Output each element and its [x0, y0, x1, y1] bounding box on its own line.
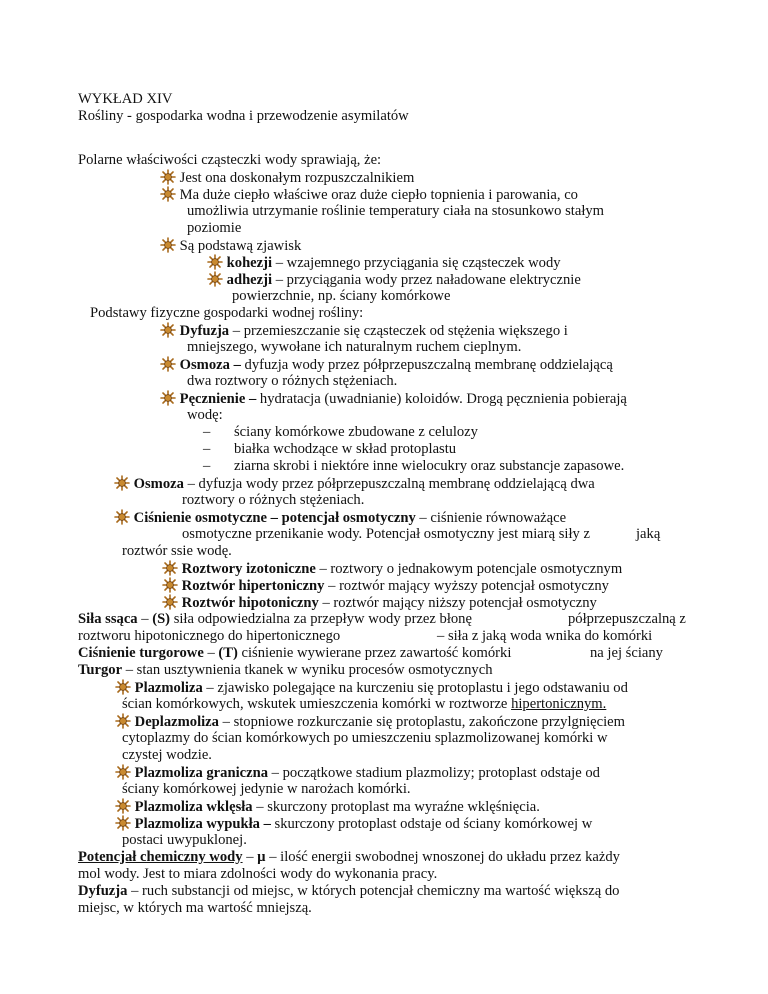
list-item: Roztwór hipertoniczny – roztwór mający wyższy potencjał osmotyczny — [162, 577, 609, 595]
list-item-continuation: dwa roztwory o różnych stężeniach. — [187, 373, 398, 389]
list-item: Osmoza – dyfuzja wody przez półprzepuszczalną membranę oddzielającą dwa — [114, 475, 595, 493]
paragraph-line: roztworu hipotonicznego do hipertonicznego — [78, 628, 341, 644]
list-item-continuation: postaci uwypuklonej. — [122, 832, 247, 848]
sun-bullet-icon — [162, 560, 178, 576]
list-item: Plazmoliza graniczna – początkowe stadium plazmolizy; protoplast odstaje od — [115, 764, 600, 782]
sun-bullet-icon — [114, 509, 130, 525]
document-subtitle: Rośliny - gospodarka wodna i przewodzenie asymilatów — [78, 108, 409, 124]
sun-bullet-icon — [160, 322, 176, 338]
list-item-continuation: cytoplazmy do ścian komórkowych po umieszczeniu splazmolizowanej komórki w — [122, 730, 608, 746]
list-item: adhezji – przyciągania wody przez naładowane elektrycznie — [207, 271, 581, 289]
sun-bullet-icon — [162, 577, 178, 593]
sun-bullet-icon — [115, 764, 131, 780]
list-item: Roztwory izotoniczne – roztwory o jednakowym potencjale osmotycznym — [162, 560, 622, 578]
paragraph-line: Ciśnienie turgorowe – (T) ciśnienie wywierane przez zawartość komórki — [78, 645, 512, 661]
sun-bullet-icon — [115, 679, 131, 695]
sun-bullet-icon — [160, 390, 176, 406]
sun-bullet-icon — [160, 237, 176, 253]
list-item: Roztwór hipotoniczny – roztwór mający niższy potencjał osmotyczny — [162, 594, 597, 612]
list-item-continuation: jaką — [636, 526, 661, 542]
list-item: Ma duże ciepło właściwe oraz duże ciepło topnienia i parowania, co — [160, 186, 578, 204]
dash-item: ściany komórkowe zbudowane z celulozy — [234, 424, 478, 440]
polar-intro: Polarne właściwości cząsteczki wody sprawiają, że: — [78, 152, 382, 168]
dash-item: ziarna skrobi i niektóre inne wielocukry oraz substancje zapasowe. — [234, 458, 625, 474]
list-item: Plazmoliza wklęsła – skurczony protoplast ma wyraźne wklęśnięcia. — [115, 798, 540, 816]
basics-intro: Podstawy fizyczne gospodarki wodnej rośliny: — [90, 305, 364, 321]
sun-bullet-icon — [207, 254, 223, 270]
list-item: kohezji – wzajemnego przyciągania się cząsteczek wody — [207, 254, 561, 272]
list-item-continuation: ściany komórkowej jedynie w narożach komórki. — [122, 781, 411, 797]
sun-bullet-icon — [160, 169, 176, 185]
sun-bullet-icon — [207, 271, 223, 287]
list-item-continuation: ścian komórkowych, wskutek umieszczenia komórki w roztworze hipertonicznym. — [122, 696, 607, 712]
paragraph-line: półprzepuszczalną z — [568, 611, 686, 627]
sun-bullet-icon — [115, 713, 131, 729]
paragraph-line: Dyfuzja – ruch substancji od miejsc, w których potencjał chemiczny ma wartość większą do — [78, 883, 620, 899]
list-item-continuation: roztwór ssie wodę. — [122, 543, 232, 559]
paragraph-line: na jej ściany — [590, 645, 663, 661]
paragraph-line: Turgor – stan usztywnienia tkanek w wyniku procesów osmotycznych — [78, 662, 493, 678]
list-item-continuation: mniejszego, wywołane ich naturalnym ruchem cieplnym. — [187, 339, 522, 355]
list-item-continuation: osmotyczne przenikanie wody. Potencjał osmotyczny jest miarą siły z — [182, 526, 590, 542]
sun-bullet-icon — [162, 594, 178, 610]
list-item: Pęcznienie – hydratacja (uwadnianie) koloidów. Drogą pęcznienia pobierają — [160, 390, 627, 408]
dash-marker: – — [203, 441, 211, 457]
list-item: Ciśnienie osmotyczne – potencjał osmotyczny – ciśnienie równoważące — [114, 509, 566, 527]
list-item-continuation: czystej wodzie. — [122, 747, 212, 763]
list-item: Plazmoliza wypukła – skurczony protoplast odstaje od ściany komórkowej w — [115, 815, 592, 833]
list-item: Są podstawą zjawisk — [160, 237, 301, 255]
document-title: WYKŁAD XIV — [78, 91, 173, 107]
dash-marker: – — [203, 458, 211, 474]
sun-bullet-icon — [115, 815, 131, 831]
dash-marker: – — [203, 424, 211, 440]
list-item-continuation: roztwory o różnych stężeniach. — [182, 492, 365, 508]
list-item: Plazmoliza – zjawisko polegające na kurczeniu się protoplastu i jego odstawaniu od — [115, 679, 628, 697]
list-item: Deplazmoliza – stopniowe rozkurczanie się protoplastu, zakończone przylgnięciem — [115, 713, 625, 731]
sun-bullet-icon — [160, 356, 176, 372]
paragraph-line: Potencjał chemiczny wody – µ – ilość energii swobodnej wnoszonej do układu przez każdy — [78, 849, 620, 865]
list-item-continuation: umożliwia utrzymanie roślinie temperatury ciała na stosunkowo stałym — [187, 203, 605, 219]
sun-bullet-icon — [115, 798, 131, 814]
paragraph-line: – siła z jaką woda wnika do komórki — [437, 628, 653, 644]
sun-bullet-icon — [114, 475, 130, 491]
list-item: Osmoza – dyfuzja wody przez półprzepuszczalną membranę oddzielającą — [160, 356, 613, 374]
paragraph-line: mol wody. Jest to miara zdolności wody do wykonania pracy. — [78, 866, 438, 882]
dash-item: białka wchodzące w skład protoplastu — [234, 441, 457, 457]
paragraph-line: Siła ssąca – (S) siła odpowiedzialna za przepływ wody przez błonę — [78, 611, 472, 627]
list-item-continuation: powierzchnie, np. ściany komórkowe — [232, 288, 451, 304]
sun-bullet-icon — [160, 186, 176, 202]
paragraph-line: miejsc, w których ma wartość mniejszą. — [78, 900, 312, 916]
list-item-continuation: poziomie — [187, 220, 242, 236]
list-item: Jest ona doskonałym rozpuszczalnikiem — [160, 169, 414, 187]
list-item: Dyfuzja – przemieszczanie się cząsteczek od stężenia większego i — [160, 322, 568, 340]
list-item-continuation: wodę: — [187, 407, 223, 423]
